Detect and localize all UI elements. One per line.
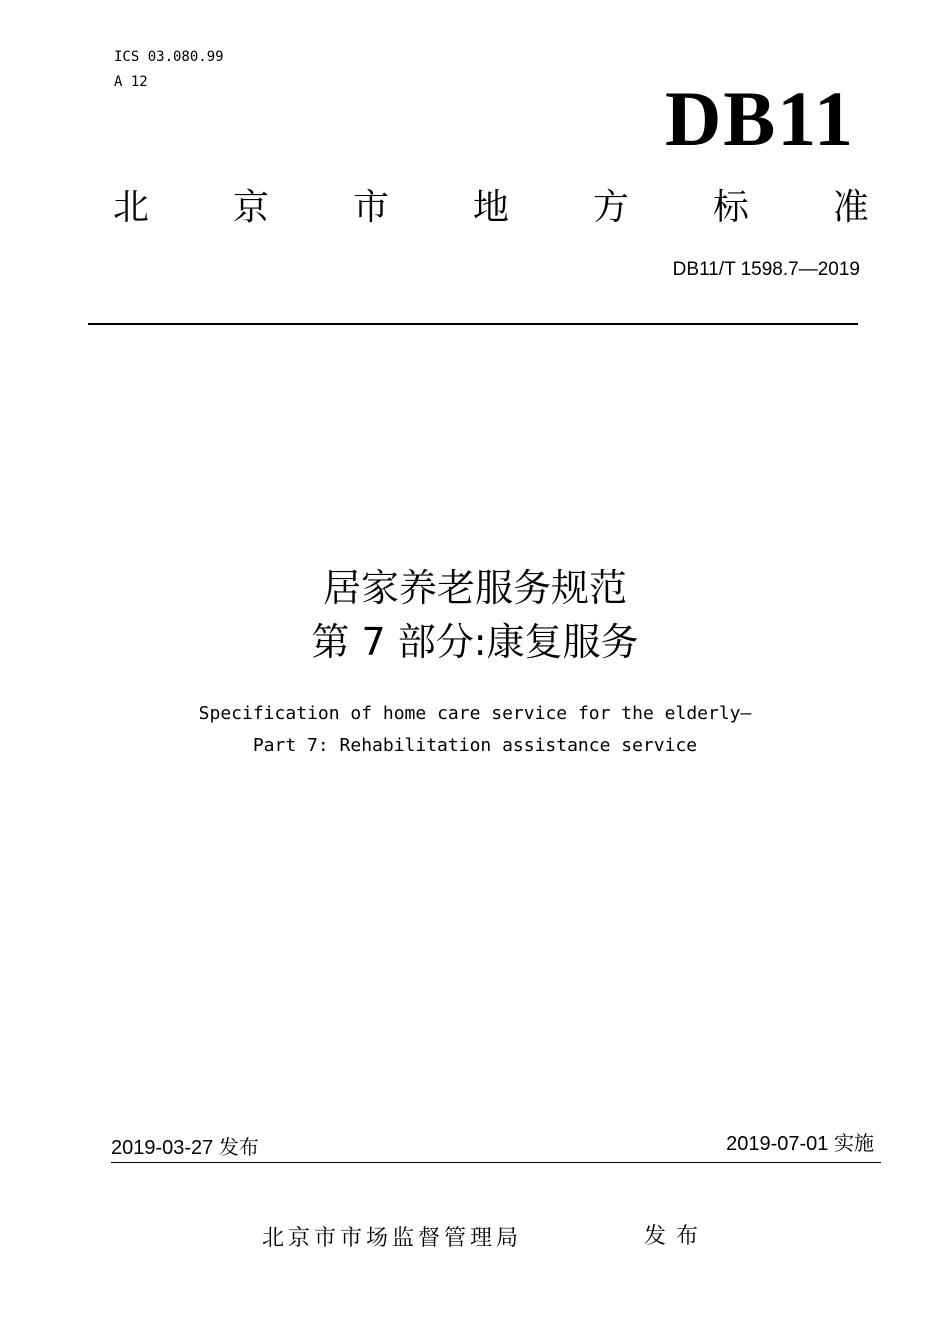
standard-type-heading bbox=[113, 184, 869, 232]
standard-type-char: 北 bbox=[113, 187, 150, 228]
implementation-date: 2019-07-01 实施 bbox=[726, 1133, 874, 1155]
header-divider bbox=[88, 323, 858, 325]
standard-type-char: 标 bbox=[712, 187, 749, 228]
ics-code: ICS 03.080.99 bbox=[114, 49, 224, 65]
standard-type-char: 地 bbox=[472, 187, 509, 228]
standard-number: DB11/T 1598.7—2019 bbox=[672, 259, 860, 280]
standard-type-char: 市 bbox=[352, 187, 389, 228]
title-cn-line2: 第 7 部分:康复服务 bbox=[311, 620, 639, 664]
title-en-line2: Part 7: Rehabilitation assistance service bbox=[252, 735, 698, 756]
ccs-code: A 12 bbox=[114, 74, 148, 90]
standard-type-char: 京 bbox=[232, 187, 269, 228]
db-logo: DB11 bbox=[664, 75, 855, 162]
footer-divider bbox=[111, 1162, 881, 1163]
standard-type-char: 方 bbox=[592, 187, 629, 228]
publisher-name: 北京市市场监督管理局 bbox=[262, 1226, 523, 1251]
issue-date: 2019-03-27 发布 bbox=[111, 1137, 259, 1159]
title-en-line1: Specification of home care service for the elderly— bbox=[198, 703, 752, 724]
title-cn-line1: 居家养老服务规范 bbox=[322, 566, 627, 610]
standard-type-char: 准 bbox=[832, 187, 869, 228]
publish-label: 发布 bbox=[644, 1224, 709, 1249]
